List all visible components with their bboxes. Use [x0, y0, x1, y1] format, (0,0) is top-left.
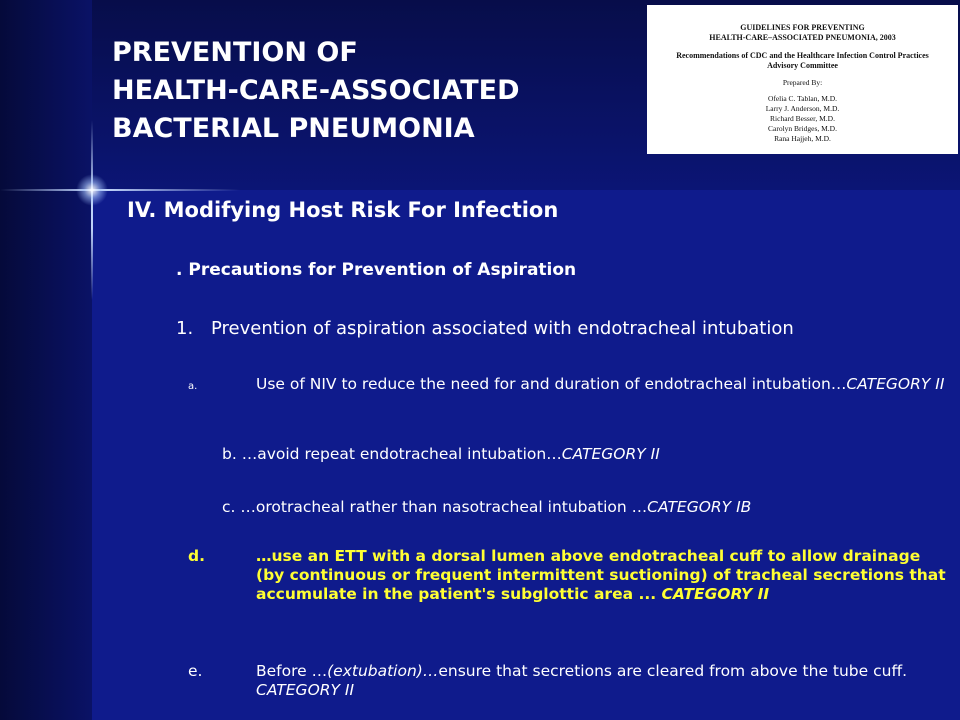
reference-author: Rana Hajjeh, M.D.	[774, 134, 831, 143]
reference-author: Richard Besser, M.D.	[770, 114, 835, 123]
reference-document-image	[647, 5, 958, 154]
slide-title	[112, 34, 612, 148]
category-label: CATEGORY IB	[647, 498, 752, 516]
reference-title-line-2: HEALTH-CARE–ASSOCIATED PNEUMONIA, 2003	[709, 33, 896, 42]
sub-item-text: …orotracheal rather than nasotracheal intubation …	[240, 498, 648, 516]
sub-item-e	[188, 662, 946, 700]
reference-authors	[647, 94, 958, 144]
reference-title	[647, 23, 958, 43]
reference-author: Larry J. Anderson, M.D.	[765, 104, 840, 113]
sub-item-c	[222, 498, 912, 517]
category-label: CATEGORY II	[661, 585, 770, 603]
sub-item-text-italic: (extubation)…	[327, 662, 439, 680]
left-band	[0, 0, 92, 720]
reference-rec-line-2: Advisory Committee	[767, 61, 838, 70]
reference-recommendations	[647, 51, 958, 71]
sub-item-text-after: ensure that secretions are cleared from above the tube cuff.	[438, 662, 908, 680]
title-line-2: HEALTH-CARE-ASSOCIATED	[112, 75, 520, 106]
sub-item-marker: d.	[188, 547, 205, 565]
reference-prepared-by: Prepared By:	[782, 78, 823, 87]
light-flare-vertical	[91, 120, 93, 300]
sub-item-marker: c.	[222, 498, 236, 516]
sub-item-text: Use of NIV to reduce the need for and duration of endotracheal intubation…	[256, 375, 847, 393]
category-label: CATEGORY II	[846, 375, 945, 393]
sub-item-marker: e.	[188, 662, 203, 680]
reference-title-line-1: GUIDELINES FOR PREVENTING	[740, 23, 865, 32]
light-flare-horizontal	[0, 189, 240, 191]
sub-item-marker: b.	[222, 445, 237, 463]
item-number: 1.	[176, 318, 194, 339]
sub-item-text: …use an ETT with a dorsal lumen above endotracheal cuff to allow drainage (by continuous or frequent intermittent suctioning) of tracheal secretions that accumulate in the patient's subglottic area ...	[256, 547, 946, 603]
category-label: CATEGORY II	[561, 445, 660, 463]
reference-author: Carolyn Bridges, M.D.	[768, 124, 837, 133]
title-line-3: BACTERIAL PNEUMONIA	[112, 113, 475, 144]
sub-item-a	[188, 375, 946, 396]
sub-item-marker: a.	[188, 381, 198, 392]
sub-item-b	[222, 445, 912, 464]
sub-item-text: …avoid repeat endotracheal intubation…	[241, 445, 562, 463]
section-heading: IV. Modifying Host Risk For Infection	[127, 198, 559, 222]
title-line-1: PREVENTION OF	[112, 37, 358, 68]
reference-rec-line-1: Recommendations of CDC and the Healthcare Infection Control Practices	[676, 51, 929, 60]
light-flare-glow	[76, 174, 108, 206]
category-label: CATEGORY II	[256, 681, 355, 699]
recommendation-item-1	[176, 316, 794, 342]
subsection-heading: . Precautions for Prevention of Aspiration	[176, 260, 577, 280]
sub-item-text-before: Before …	[256, 662, 328, 680]
item-text: Prevention of aspiration associated with endotracheal intubation	[211, 318, 794, 339]
reference-author: Ofelia C. Tablan, M.D.	[767, 94, 838, 103]
sub-item-d	[188, 547, 946, 604]
